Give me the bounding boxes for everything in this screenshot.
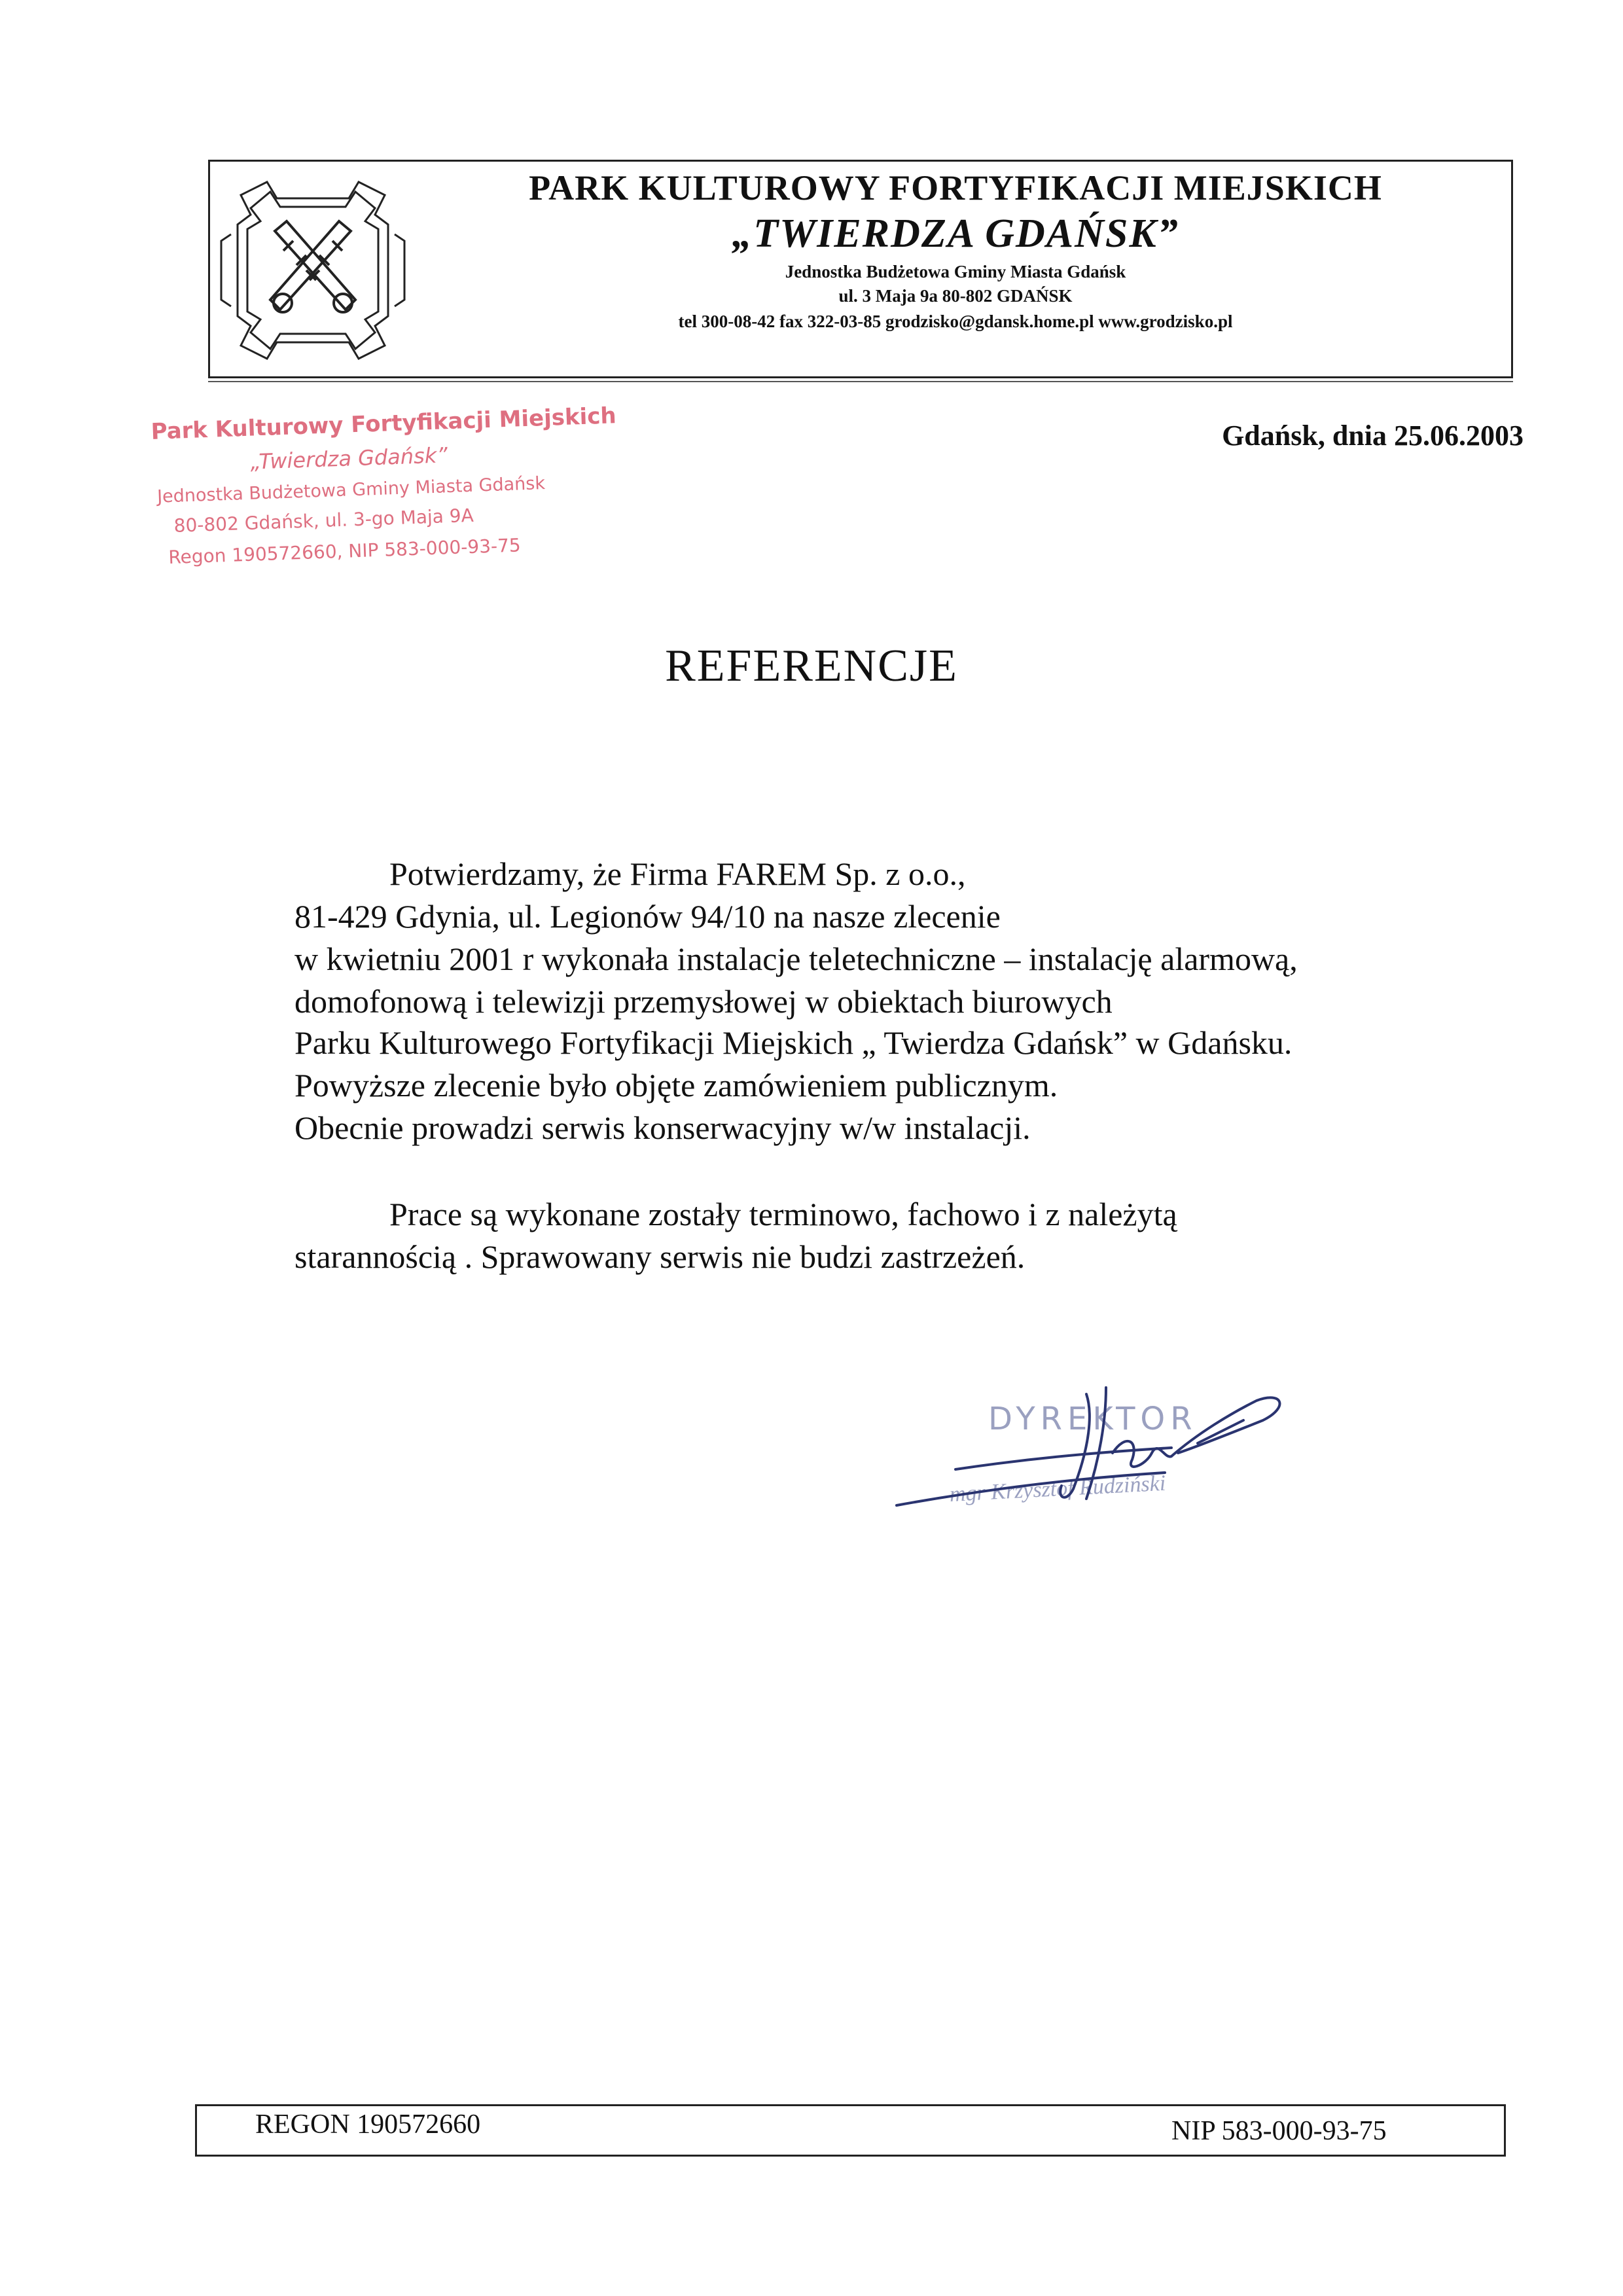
body-line: 81-429 Gdynia, ul. Legionów 94/10 na nasze zlecenie bbox=[294, 898, 1001, 935]
stamp-line: Regon 190572660, NIP 583-000-93-75 bbox=[168, 534, 522, 569]
crossed-cannons-fortress-icon bbox=[215, 169, 411, 372]
stamp-line: Jednostka Budżetowa Gminy Miasta Gdańsk bbox=[156, 473, 546, 507]
stamp-line: 80-802 Gdańsk, ul. 3-go Maja 9A bbox=[173, 504, 474, 537]
footer-regon: REGON 190572660 bbox=[255, 2109, 481, 2140]
body-line: domofonową i telewizji przemysłowej w obiektach biurowych bbox=[294, 983, 1113, 1020]
body-line: starannością . Sprawowany serwis nie budzi zastrzeżeń. bbox=[294, 1238, 1026, 1275]
org-name: „TWIERDZA GDAŃSK” bbox=[732, 211, 1179, 256]
body-line: Powyższe zlecenie było objęte zamówieniem publicznym. bbox=[294, 1067, 1058, 1103]
org-unit: Jednostka Budżetowa Gminy Miasta Gdańsk bbox=[785, 262, 1126, 281]
stamp-line: „Twierdza Gdańsk” bbox=[249, 442, 448, 475]
org-contact: tel 300-08-42 fax 322-03-85 grodzisko@gdansk.home.pl www.grodzisko.pl bbox=[678, 312, 1233, 331]
body-line: Obecnie prowadzi serwis konserwacyjny w/w instalacji. bbox=[294, 1109, 1031, 1146]
signature-name-stamp: mgr Krzysztof Rudziński bbox=[949, 1471, 1167, 1507]
red-stamp bbox=[151, 403, 615, 589]
org-address: ul. 3 Maja 9a 80-802 GDAŃSK bbox=[838, 286, 1073, 306]
letterhead-underline bbox=[208, 381, 1513, 382]
body-line: Prace są wykonane zostały terminowo, fachowo i z należytą bbox=[389, 1196, 1177, 1232]
body-line: w kwietniu 2001 r wykonała instalacje teletechniczne – instalację alarmową, bbox=[294, 941, 1298, 977]
document-title: REFERENCJE bbox=[665, 641, 958, 691]
handwritten-signature bbox=[890, 1374, 1309, 1532]
body-line: Parku Kulturowego Fortyfikacji Miejskich „ Twierdza Gdańsk” w Gdańsku. bbox=[294, 1024, 1293, 1061]
footer-nip: NIP 583-000-93-75 bbox=[1171, 2116, 1387, 2146]
body-line: Potwierdzamy, że Firma FAREM Sp. z o.o., bbox=[389, 855, 966, 892]
org-title: PARK KULTUROWY FORTYFIKACJI MIEJSKICH bbox=[529, 168, 1382, 207]
stamp-line: Park Kulturowy Fortyfikacji Miejskich bbox=[151, 403, 617, 445]
signature-role-stamp: DYREKTOR bbox=[988, 1401, 1198, 1437]
letter-date: Gdańsk, dnia 25.06.2003 bbox=[1222, 420, 1524, 452]
